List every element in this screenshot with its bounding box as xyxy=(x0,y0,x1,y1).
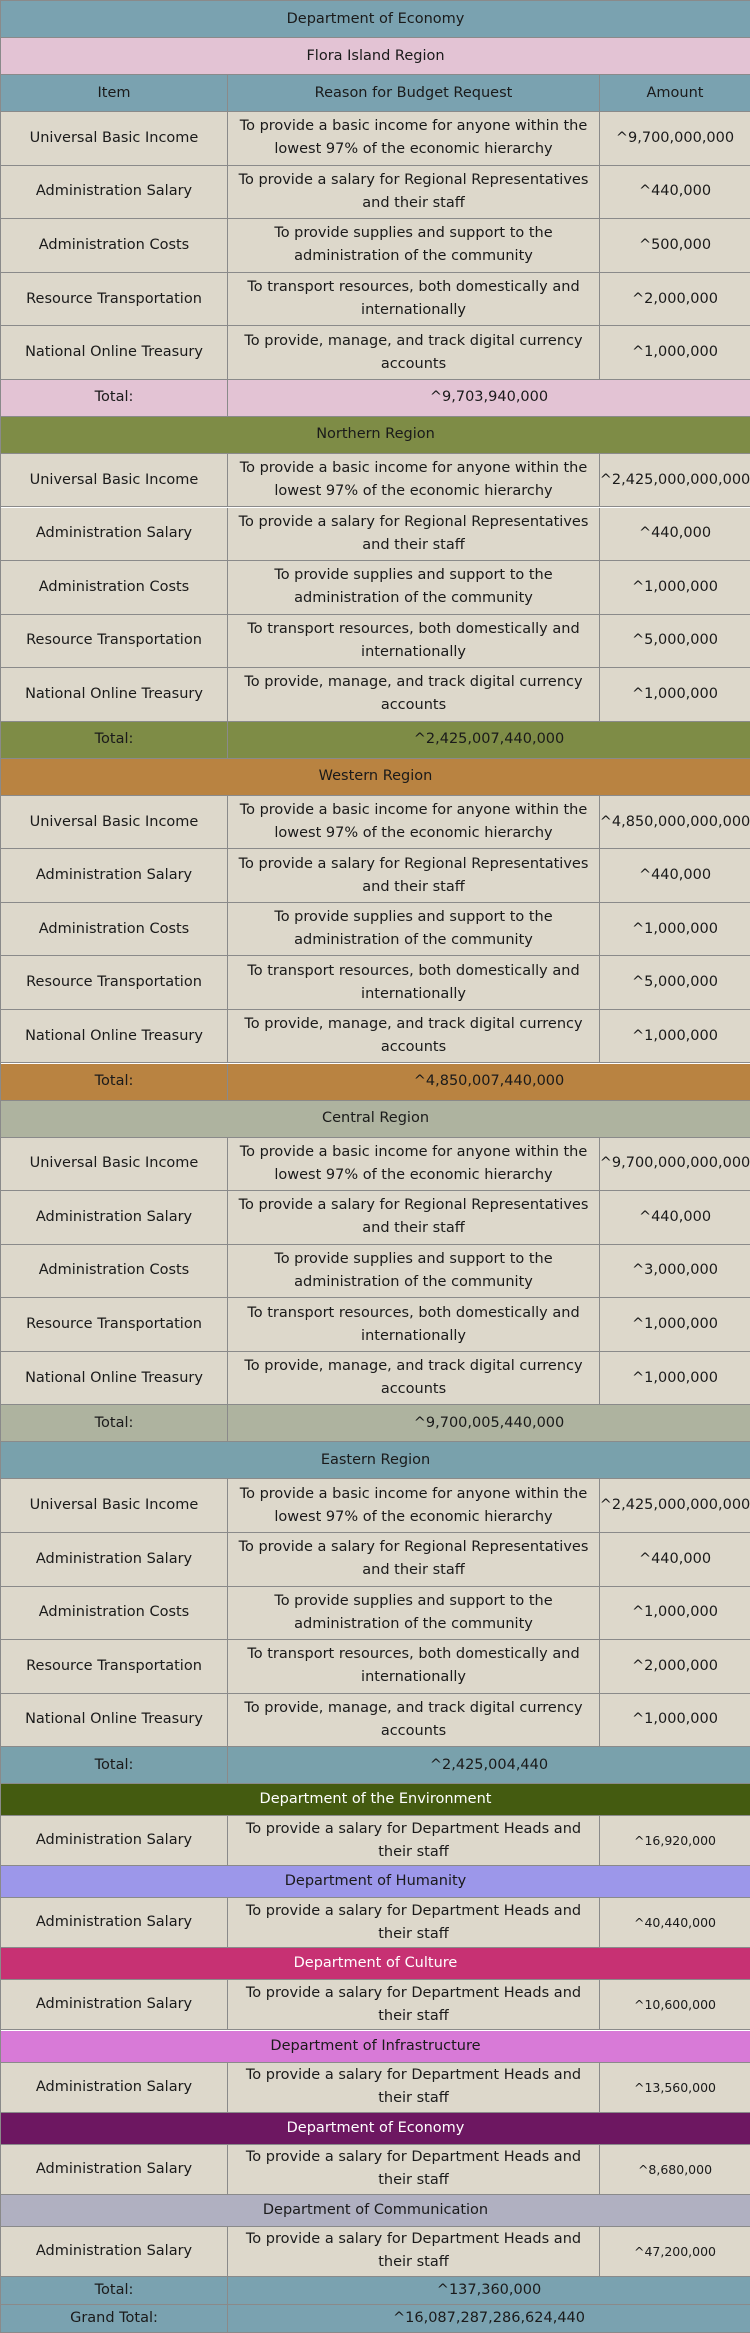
column-header-amount: Amount xyxy=(600,75,750,112)
row-amount: ^1,000,000 xyxy=(600,1587,750,1641)
region-header: Flora Island Region xyxy=(1,38,750,75)
row-item: Administration Costs xyxy=(1,1587,228,1641)
department-item: Administration Salary xyxy=(1,1816,228,1866)
row-item: Universal Basic Income xyxy=(1,1138,228,1192)
region-header: Eastern Region xyxy=(1,1442,750,1479)
row-amount: ^9,700,000,000,000 xyxy=(600,1138,750,1192)
row-reason: To transport resources, both domestically and internationally xyxy=(228,956,600,1010)
row-item: Administration Costs xyxy=(1,219,228,273)
department-amount: ^8,680,000 xyxy=(600,2145,750,2195)
row-reason: To provide a basic income for anyone within the lowest 97% of the economic hierarchy xyxy=(228,1138,600,1192)
region-total-value: ^4,850,007,440,000 xyxy=(228,1064,750,1101)
department-item: Administration Salary xyxy=(1,2227,228,2277)
row-item: National Online Treasury xyxy=(1,1694,228,1748)
row-amount: ^2,425,000,000,000 xyxy=(600,1479,750,1533)
row-item: Resource Transportation xyxy=(1,956,228,1010)
department-amount: ^10,600,000 xyxy=(600,1980,750,2030)
row-reason: To provide a basic income for anyone within the lowest 97% of the economic hierarchy xyxy=(228,1479,600,1533)
region-total-value: ^9,703,940,000 xyxy=(228,380,750,417)
department-reason: To provide a salary for Department Heads and their staff xyxy=(228,1816,600,1866)
row-amount: ^1,000,000 xyxy=(600,1352,750,1406)
department-header: Department of Culture xyxy=(1,1948,750,1980)
row-item: Administration Salary xyxy=(1,1191,228,1245)
row-reason: To provide a basic income for anyone within the lowest 97% of the economic hierarchy xyxy=(228,454,600,508)
row-amount: ^2,425,000,000,000 xyxy=(600,454,750,508)
row-item: Universal Basic Income xyxy=(1,1479,228,1533)
row-amount: ^4,850,000,000,000 xyxy=(600,796,750,850)
department-header: Department of Infrastructure xyxy=(1,2031,750,2063)
row-item: Resource Transportation xyxy=(1,1298,228,1352)
row-amount: ^1,000,000 xyxy=(600,1298,750,1352)
department-amount: ^47,200,000 xyxy=(600,2227,750,2277)
row-item: National Online Treasury xyxy=(1,1352,228,1406)
region-total-label: Total: xyxy=(1,722,228,759)
row-item: Administration Salary xyxy=(1,508,228,562)
department-amount: ^40,440,000 xyxy=(600,1898,750,1948)
row-amount: ^9,700,000,000 xyxy=(600,112,750,166)
row-amount: ^440,000 xyxy=(600,849,750,903)
row-item: Universal Basic Income xyxy=(1,454,228,508)
row-item: National Online Treasury xyxy=(1,326,228,380)
row-item: National Online Treasury xyxy=(1,668,228,722)
row-reason: To provide, manage, and track digital currency accounts xyxy=(228,326,600,380)
region-header: Western Region xyxy=(1,759,750,796)
row-reason: To transport resources, both domestically and internationally xyxy=(228,615,600,669)
row-amount: ^2,000,000 xyxy=(600,1640,750,1694)
row-amount: ^5,000,000 xyxy=(600,956,750,1010)
department-header: Department of the Environment xyxy=(1,1784,750,1816)
row-item: Administration Salary xyxy=(1,1533,228,1587)
row-amount: ^1,000,000 xyxy=(600,1010,750,1064)
region-total-value: ^9,700,005,440,000 xyxy=(228,1405,750,1442)
row-item: Universal Basic Income xyxy=(1,796,228,850)
row-item: National Online Treasury xyxy=(1,1010,228,1064)
department-header: Department of Economy xyxy=(1,2113,750,2145)
row-reason: To provide, manage, and track digital currency accounts xyxy=(228,668,600,722)
table-title: Department of Economy xyxy=(1,1,750,38)
department-item: Administration Salary xyxy=(1,1980,228,2030)
row-amount: ^440,000 xyxy=(600,1191,750,1245)
row-reason: To transport resources, both domestically and internationally xyxy=(228,1640,600,1694)
row-item: Universal Basic Income xyxy=(1,112,228,166)
department-item: Administration Salary xyxy=(1,1898,228,1948)
row-reason: To provide, manage, and track digital currency accounts xyxy=(228,1010,600,1064)
grand-total-label: Grand Total: xyxy=(1,2305,228,2333)
row-amount: ^440,000 xyxy=(600,508,750,562)
row-reason: To provide, manage, and track digital currency accounts xyxy=(228,1694,600,1748)
row-reason: To provide a basic income for anyone within the lowest 97% of the economic hierarchy xyxy=(228,796,600,850)
row-reason: To provide supplies and support to the administration of the community xyxy=(228,903,600,957)
row-amount: ^440,000 xyxy=(600,1533,750,1587)
row-amount: ^5,000,000 xyxy=(600,615,750,669)
row-reason: To provide supplies and support to the administration of the community xyxy=(228,219,600,273)
department-amount: ^16,920,000 xyxy=(600,1816,750,1866)
row-reason: To provide a salary for Regional Representatives and their staff xyxy=(228,1191,600,1245)
row-item: Resource Transportation xyxy=(1,1640,228,1694)
row-reason: To provide supplies and support to the administration of the community xyxy=(228,561,600,615)
department-reason: To provide a salary for Department Heads and their staff xyxy=(228,2063,600,2113)
row-reason: To transport resources, both domestically and internationally xyxy=(228,1298,600,1352)
departments-total-label: Total: xyxy=(1,2277,228,2305)
grand-total-value: ^16,087,287,286,624,440 xyxy=(228,2305,750,2333)
row-item: Administration Costs xyxy=(1,1245,228,1299)
column-header-reason: Reason for Budget Request xyxy=(228,75,600,112)
region-total-value: ^2,425,004,440 xyxy=(228,1747,750,1784)
department-amount: ^13,560,000 xyxy=(600,2063,750,2113)
row-amount: ^3,000,000 xyxy=(600,1245,750,1299)
row-reason: To provide supplies and support to the administration of the community xyxy=(228,1245,600,1299)
row-item: Administration Salary xyxy=(1,166,228,220)
row-reason: To provide a salary for Regional Representatives and their staff xyxy=(228,508,600,562)
region-total-label: Total: xyxy=(1,1747,228,1784)
row-amount: ^1,000,000 xyxy=(600,1694,750,1748)
row-item: Administration Costs xyxy=(1,903,228,957)
row-reason: To provide a salary for Regional Representatives and their staff xyxy=(228,1533,600,1587)
row-reason: To provide, manage, and track digital currency accounts xyxy=(228,1352,600,1406)
row-amount: ^1,000,000 xyxy=(600,903,750,957)
department-item: Administration Salary xyxy=(1,2063,228,2113)
region-header: Central Region xyxy=(1,1101,750,1138)
row-amount: ^2,000,000 xyxy=(600,273,750,327)
row-reason: To provide supplies and support to the administration of the community xyxy=(228,1587,600,1641)
row-amount: ^1,000,000 xyxy=(600,668,750,722)
department-item: Administration Salary xyxy=(1,2145,228,2195)
region-total-label: Total: xyxy=(1,1405,228,1442)
region-total-label: Total: xyxy=(1,1064,228,1101)
row-item: Resource Transportation xyxy=(1,615,228,669)
row-reason: To provide a salary for Regional Representatives and their staff xyxy=(228,849,600,903)
department-header: Department of Humanity xyxy=(1,1866,750,1898)
row-amount: ^440,000 xyxy=(600,166,750,220)
row-item: Administration Salary xyxy=(1,849,228,903)
row-amount: ^1,000,000 xyxy=(600,561,750,615)
department-reason: To provide a salary for Department Heads and their staff xyxy=(228,2145,600,2195)
department-header: Department of Communication xyxy=(1,2195,750,2227)
row-amount: ^500,000 xyxy=(600,219,750,273)
column-header-item: Item xyxy=(1,75,228,112)
region-header: Northern Region xyxy=(1,417,750,454)
region-total-label: Total: xyxy=(1,380,228,417)
departments-total-value: ^137,360,000 xyxy=(228,2277,750,2305)
row-reason: To transport resources, both domestically and internationally xyxy=(228,273,600,327)
department-reason: To provide a salary for Department Heads and their staff xyxy=(228,1898,600,1948)
department-reason: To provide a salary for Department Heads and their staff xyxy=(228,1980,600,2030)
region-total-value: ^2,425,007,440,000 xyxy=(228,722,750,759)
row-item: Resource Transportation xyxy=(1,273,228,327)
row-amount: ^1,000,000 xyxy=(600,326,750,380)
department-reason: To provide a salary for Department Heads and their staff xyxy=(228,2227,600,2277)
row-reason: To provide a salary for Regional Representatives and their staff xyxy=(228,166,600,220)
row-item: Administration Costs xyxy=(1,561,228,615)
row-reason: To provide a basic income for anyone within the lowest 97% of the economic hierarchy xyxy=(228,112,600,166)
